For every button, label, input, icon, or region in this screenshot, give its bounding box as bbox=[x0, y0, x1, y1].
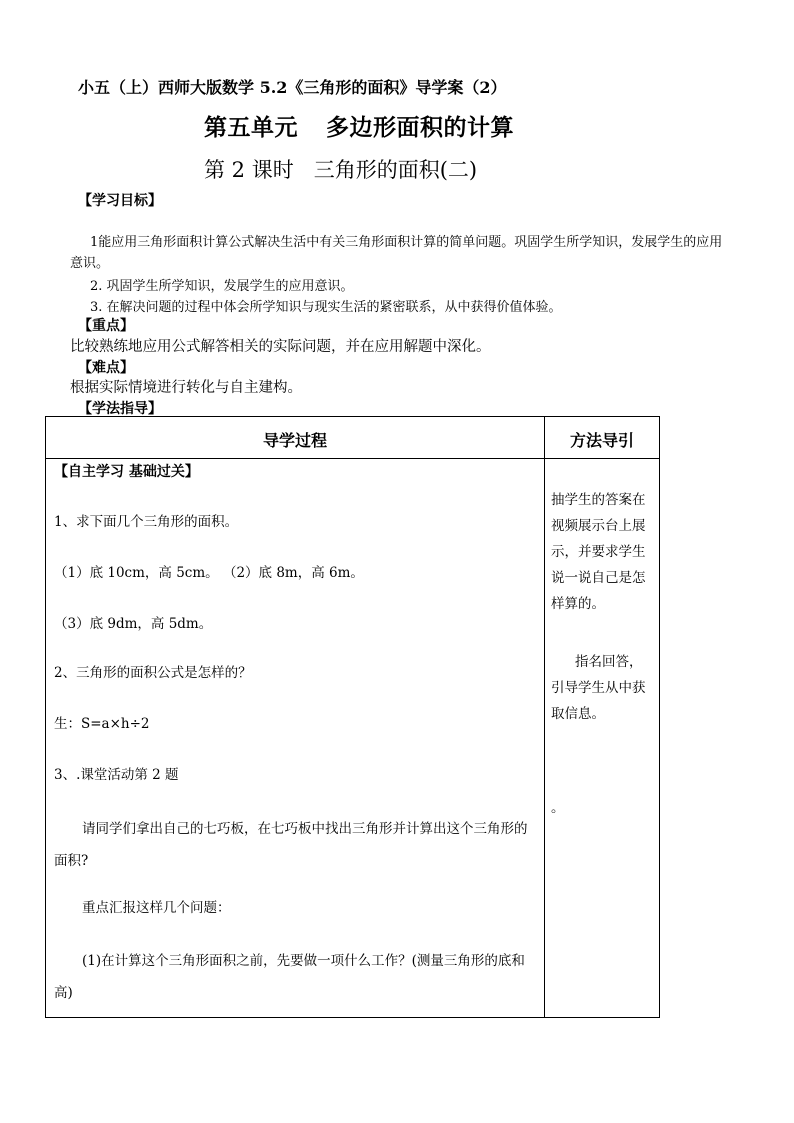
question-2-answer: 生：S=a×h÷2 bbox=[54, 716, 150, 732]
guide-table bbox=[45, 416, 660, 1018]
table-column-divider bbox=[544, 417, 545, 1017]
question-3-text: 请同学们拿出自己的七巧板，在七巧板中找出三角形并计算出这个三角形的面积? bbox=[54, 821, 528, 869]
difficulty-heading: 【难点】 bbox=[78, 360, 134, 376]
guide-note-2: 指名回答，引导学生从中获取信息。 bbox=[551, 654, 646, 722]
question-3-sub-1: (1)在计算这个三角形面积之前，先要做一项什么工作？(测量三角形的底和高) bbox=[54, 953, 525, 1001]
lesson-number: 第 2 课时 bbox=[204, 158, 294, 182]
question-3: 3、.课堂活动第 2 题 bbox=[54, 767, 179, 783]
method-heading: 【学法指导】 bbox=[78, 401, 162, 417]
goal-item-2: 2. 巩固学生所学知识，发展学生的应用意识。 bbox=[90, 279, 354, 294]
key-point-text: 比较熟练地应用公式解答相关的实际问题，并在应用解题中深化。 bbox=[70, 339, 491, 355]
question-2: 2、三角形的面积公式是怎样的？ bbox=[54, 665, 252, 681]
difficulty-text: 根据实际情境进行转化与自主建构。 bbox=[70, 380, 302, 396]
key-point-heading: 【重点】 bbox=[78, 318, 134, 334]
section-heading: 【自主学习 基础过关】 bbox=[54, 464, 199, 480]
lesson-name: 三角形的面积(二) bbox=[313, 158, 478, 182]
question-1-items-b: （3）底 9dm，高 5dm。 bbox=[54, 616, 213, 632]
document-title: 小五（上）西师大版数学 5.2《三角形的面积》导学案（2） bbox=[78, 78, 507, 97]
lesson-title bbox=[204, 154, 477, 184]
question-1: 1、求下面几个三角形的面积。 bbox=[54, 514, 239, 530]
column-header-method: 方法导引 bbox=[569, 431, 634, 450]
unit-title bbox=[204, 109, 514, 142]
goals-heading: 【学习目标】 bbox=[78, 193, 162, 209]
question-1-items-a: （1）底 10cm，高 5cm。 （2）底 8m，高 6m。 bbox=[54, 565, 364, 581]
guide-note-1: 抽学生的答案在视频展示台上展示，并要求学生说一说自己是怎样算的。 bbox=[551, 492, 646, 612]
column-header-process: 导学过程 bbox=[262, 431, 327, 450]
goal-item-3: 3. 在解决问题的过程中体会所学知识与现实生活的紧密联系，从中获得价值体验。 bbox=[90, 300, 562, 315]
goal-item-1: 1能应用三角形面积计算公式解决生活中有关三角形面积计算的简单问题。巩固学生所学知识，发展学生的应用意识。 bbox=[70, 235, 723, 271]
guide-note-3: 。 bbox=[551, 800, 565, 816]
unit-name: 多边形面积的计算 bbox=[326, 114, 514, 141]
question-3-report: 重点汇报这样几个问题： bbox=[82, 900, 231, 916]
unit-number: 第五单元 bbox=[204, 114, 298, 141]
